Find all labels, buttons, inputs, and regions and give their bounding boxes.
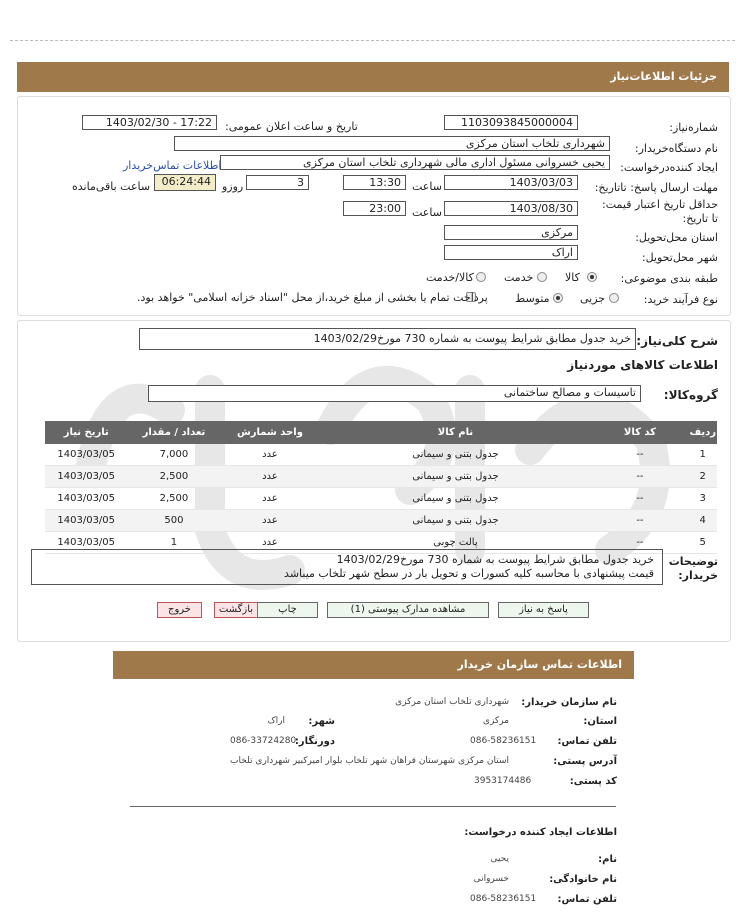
validity-label-text: حداقل تاریخ اعتبار قیمت: تا تاریخ: [602, 198, 718, 225]
remaining-label: ساعت باقی‌مانده [72, 180, 151, 193]
deadline-label: مهلت ارسال پاسخ: تاتاریخ: [594, 181, 718, 194]
validity-date-field[interactable]: 1403/08/30 [444, 201, 578, 216]
need-number-label: شماره‌نیاز: [669, 121, 718, 134]
cell-qty: 500 [127, 510, 220, 532]
cell-row: 4 [688, 510, 717, 532]
treasury-note: پرداخت تمام یا بخشی از مبلغ خرید،از محل "اسناد خزانه اسلامی" خواهد بود. [137, 291, 488, 304]
cell-row: 5 [688, 532, 717, 554]
print-button[interactable]: چاپ [257, 602, 318, 618]
contact-buyer-link[interactable]: اطلاعات تماس‌خریدار [123, 159, 222, 172]
summary-label: شرح کلی‌نیاز: [636, 334, 718, 348]
category-radio-both[interactable] [476, 272, 486, 282]
col-unit: واحد شمارش [220, 421, 319, 444]
notes-label [658, 555, 718, 583]
category-option-both: کالا/خدمت [426, 271, 474, 284]
buyer-org-label: نام دستگاه‌خریدار: [634, 142, 718, 155]
days-field[interactable]: 3 [246, 175, 309, 190]
cell-name: پالت چوبی [319, 532, 591, 554]
notes-box [31, 549, 663, 585]
cell-qty: 2,500 [127, 466, 220, 488]
cell-qty: 7,000 [127, 444, 220, 466]
col-quantity: تعداد / مقدار [127, 421, 220, 444]
notes-line-1: خرید جدول مطابق شرایط پیوست به شماره 730 مورخ1403/02/29 [336, 553, 654, 566]
col-row-number: ردیف [688, 421, 717, 444]
validity-label [598, 198, 718, 226]
cell-qty: 2,500 [127, 488, 220, 510]
cell-unit: عدد [220, 532, 319, 554]
contact-city-value: اراک [267, 716, 285, 726]
contact-fax-label: دورنگار: [294, 736, 335, 747]
contact-header: اطلاعات تماس سازمان خریدار [113, 651, 634, 679]
table-row[interactable] [45, 510, 717, 532]
cell-code: -- [591, 532, 688, 554]
group-field[interactable]: تاسیسات و مصالح ساختمانی [148, 385, 641, 402]
process-option-medium: متوسط [515, 292, 550, 305]
attachments-button[interactable]: مشاهده مدارک پیوستی (1) [327, 602, 489, 618]
process-radio-minor[interactable] [609, 293, 619, 303]
table-header-row [45, 421, 717, 444]
contact-postal-label: کد پستی: [569, 776, 617, 787]
cell-code: -- [591, 488, 688, 510]
notes-line-2: قیمت پیشنهادی با محاسبه کلیه کسورات و تحویل بار در سطح شهر تلخاب میباشد [284, 567, 654, 580]
table-row[interactable] [45, 488, 717, 510]
contact-postal-value: 3953174486 [474, 776, 532, 786]
cell-row: 3 [688, 488, 717, 510]
validity-time-field[interactable]: 23:00 [343, 201, 406, 216]
page-header: جزئیات اطلاعات‌نیاز [17, 62, 729, 92]
category-radio-goods[interactable] [587, 272, 597, 282]
creator-family-value: خسروانی [473, 874, 509, 884]
announce-label: تاریخ و ساعت اعلان عمومی: [225, 120, 358, 133]
cell-code: -- [591, 444, 688, 466]
buyer-org-field[interactable]: شهرداری تلخاب استان مرکزی [174, 136, 610, 151]
contact-province-label: استان: [583, 716, 617, 727]
contact-phone-value: 086-58236151 [470, 736, 537, 746]
cell-date: 1403/03/05 [45, 510, 127, 532]
city-label: شهر محل‌تحویل: [641, 251, 718, 264]
creator-heading: اطلاعات ایجاد کننده درخواست: [464, 827, 617, 838]
cell-name: جدول بتنی و سیمانی [319, 466, 591, 488]
cell-name: جدول بتنی و سیمانی [319, 444, 591, 466]
city-field[interactable]: اراک [444, 245, 578, 260]
table-row[interactable] [45, 444, 717, 466]
cell-unit: عدد [220, 466, 319, 488]
creator-name-label: نام: [598, 854, 617, 865]
cell-name: جدول بتنی و سیمانی [319, 488, 591, 510]
category-option-goods: کالا [565, 271, 580, 284]
cell-code: -- [591, 510, 688, 532]
contact-org-value: شهرداری تلخاب استان مرکزی [395, 697, 509, 707]
deadline-date-field[interactable]: 1403/03/03 [444, 175, 578, 190]
top-divider [10, 40, 735, 41]
notes-label-text: توضیحات خریدار: [668, 555, 718, 582]
creator-phone-value: 086-58236151 [470, 894, 537, 904]
col-item-name: نام کالا [319, 421, 591, 444]
province-label: استان محل‌تحویل: [635, 231, 718, 244]
category-radio-service[interactable] [537, 272, 547, 282]
remaining-time-field: 06:24:44 [154, 174, 216, 191]
cell-unit: عدد [220, 488, 319, 510]
contact-address-label: آدرس پستی: [553, 756, 617, 767]
back-button[interactable]: بازگشت [214, 602, 258, 618]
exit-button[interactable]: خروج [157, 602, 202, 618]
creator-field[interactable]: یحیی خسروانی مسئول اداری مالی شهرداری تلخاب استان مرکزی [220, 155, 610, 170]
days-label: روزو [222, 180, 244, 193]
cell-name: جدول بتنی و سیمانی [319, 510, 591, 532]
contact-org-label: نام سازمان خریدار: [521, 697, 617, 708]
goods-heading: اطلاعات کالاهای موردنیاز [567, 358, 718, 372]
cell-row: 1 [688, 444, 717, 466]
category-label: طبقه بندی موضوعی: [620, 272, 718, 285]
cell-date: 1403/03/05 [45, 532, 127, 554]
col-need-date: تاریخ نیاز [45, 421, 127, 444]
creator-phone-label: تلفن تماس: [557, 894, 617, 905]
summary-field[interactable]: خرید جدول مطابق شرایط پیوست به شماره 730 مورخ1403/02/29 [139, 328, 636, 350]
process-label: نوع فرآیند خرید: [643, 293, 718, 306]
cell-date: 1403/03/05 [45, 444, 127, 466]
need-number-field[interactable]: 1103093845000004 [444, 115, 578, 130]
contact-phone-label: تلفن تماس: [557, 736, 617, 747]
validity-time-label: ساعت [412, 206, 442, 219]
contact-city-label: شهر: [308, 716, 335, 727]
province-field[interactable]: مرکزی [444, 225, 578, 240]
reply-button[interactable]: پاسخ به نیاز [498, 602, 589, 618]
deadline-time-label: ساعت [412, 180, 442, 193]
contact-divider [130, 806, 616, 807]
col-item-code: کد کالا [591, 421, 688, 444]
announce-field[interactable]: 1403/02/30 - 17:22 [82, 115, 217, 130]
creator-label: ایجاد کننده‌درخواست: [620, 161, 718, 174]
cell-date: 1403/03/05 [45, 466, 127, 488]
category-option-service: خدمت [504, 271, 534, 284]
process-radio-medium[interactable] [553, 293, 563, 303]
contact-province-value: مرکزی [482, 716, 509, 726]
cell-date: 1403/03/05 [45, 488, 127, 510]
cell-code: -- [591, 466, 688, 488]
creator-family-label: نام خانوادگی: [549, 874, 617, 885]
contact-address-value: استان مرکزی شهرستان فراهان شهر تلخاب بلوار امیرکبیر شهرداری تلخاب [230, 756, 509, 766]
process-option-minor: جزیی [580, 292, 606, 305]
table-row[interactable] [45, 466, 717, 488]
cell-unit: عدد [220, 444, 319, 466]
group-label: گروه‌کالا: [663, 388, 718, 402]
deadline-time-field[interactable]: 13:30 [343, 175, 406, 190]
goods-table [45, 421, 717, 554]
cell-qty: 1 [127, 532, 220, 554]
creator-name-value: یحیی [490, 854, 509, 864]
cell-unit: عدد [220, 510, 319, 532]
cell-row: 2 [688, 466, 717, 488]
contact-fax-value: 086-33724280 [230, 736, 297, 746]
